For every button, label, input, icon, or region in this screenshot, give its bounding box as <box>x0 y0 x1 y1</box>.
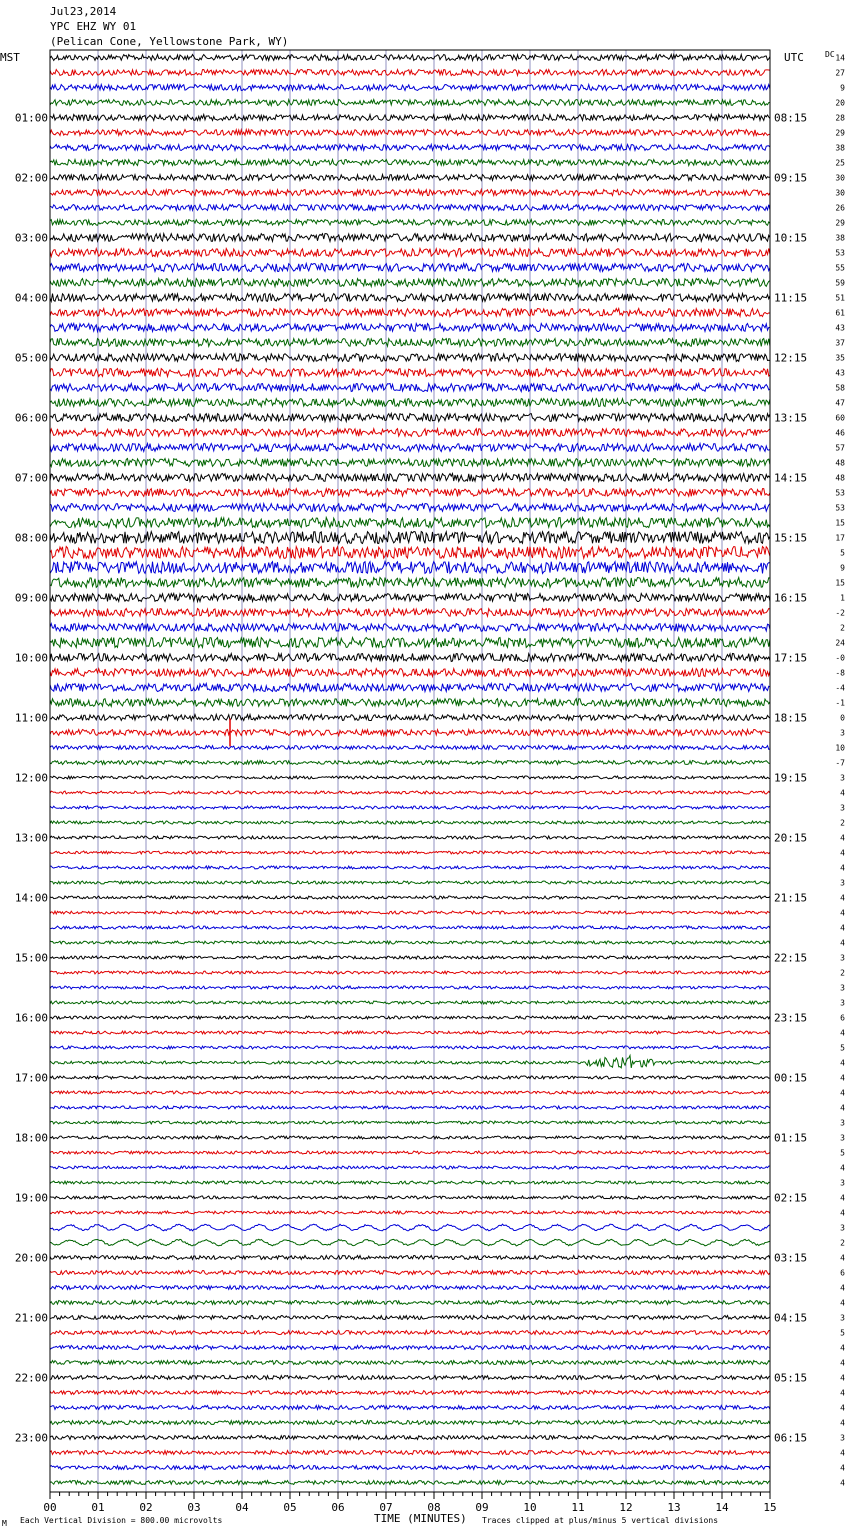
dc-offset-label: 9 <box>840 563 845 573</box>
dc-offset-label: 37 <box>835 338 845 348</box>
trace-row-74 <box>50 1166 770 1169</box>
trace-row-6 <box>50 145 770 151</box>
x-tick-label: 05 <box>283 1501 297 1514</box>
trace-row-56 <box>50 896 770 899</box>
dc-offset-label: 4 <box>840 1448 845 1458</box>
dc-offset-label: 3 <box>840 1223 845 1233</box>
trace-row-9 <box>50 190 770 196</box>
trace-row-61 <box>50 971 770 974</box>
trace-row-22 <box>50 384 770 392</box>
trace-row-5 <box>50 130 770 136</box>
x-tick-label: 14 <box>715 1501 729 1514</box>
trace-row-2 <box>50 85 770 91</box>
trace-row-53 <box>50 851 770 854</box>
dc-offset-label: 30 <box>835 188 845 198</box>
x-tick-label: 01 <box>91 1501 105 1514</box>
x-axis <box>43 1492 776 1514</box>
x-tick-label: 12 <box>619 1501 633 1514</box>
trace-row-62 <box>50 986 770 989</box>
dc-offset-label: 3 <box>840 1118 845 1128</box>
dc-offset-label: 4 <box>840 1298 845 1308</box>
dc-offset-label: 2 <box>840 623 845 633</box>
left-hour-label: 02:00 <box>14 171 48 185</box>
x-tick-label: 03 <box>187 1501 201 1514</box>
x-tick-label: 11 <box>571 1501 585 1514</box>
dc-offset-label: 29 <box>835 128 845 138</box>
dc-offset-label: 53 <box>835 488 845 498</box>
trace-row-68 <box>50 1076 770 1079</box>
trace-row-55 <box>50 881 770 884</box>
trace-row-13 <box>50 249 770 257</box>
trace-row-43 <box>50 699 770 707</box>
dc-offset-label: 3 <box>840 983 845 993</box>
dc-offset-label: 26 <box>835 203 845 213</box>
footer-clip-note: Traces clipped at plus/minus 5 vertical divisions <box>482 1516 719 1525</box>
trace-row-16 <box>50 294 770 302</box>
trace-row-40 <box>50 654 770 662</box>
right-hour-label: 13:15 <box>774 411 808 425</box>
trace-row-4 <box>50 115 770 121</box>
dc-offset-label: 3 <box>840 998 845 1008</box>
dc-offset-label: 17 <box>835 533 845 543</box>
dc-offset-label: 4 <box>840 1343 845 1353</box>
x-tick-label: 00 <box>43 1501 57 1514</box>
dc-offset-label: 47 <box>835 398 845 408</box>
dc-offset-label: 4 <box>840 908 845 918</box>
left-hour-label: 09:00 <box>14 591 48 605</box>
dc-offset-label: 27 <box>835 68 845 78</box>
dc-offset-label: 9 <box>840 83 845 93</box>
trace-row-11 <box>50 220 770 226</box>
right-hour-label: 02:15 <box>774 1191 808 1205</box>
right-hour-label: 18:15 <box>774 711 808 725</box>
dc-offset-label: 4 <box>840 893 845 903</box>
dc-offset-label: 10 <box>835 743 845 753</box>
dc-offset-label: 1 <box>840 593 845 603</box>
dc-offset-label: 24 <box>835 638 845 648</box>
trace-row-83 <box>50 1301 770 1305</box>
trace-row-72 <box>50 1136 770 1139</box>
dc-offset-label: 43 <box>835 368 845 378</box>
right-hour-label: 11:15 <box>774 291 808 305</box>
dc-offset-label: 48 <box>835 458 845 468</box>
dc-offset-label: 25 <box>835 158 845 168</box>
left-hour-label: 23:00 <box>14 1431 48 1445</box>
dc-offset-label: 3 <box>840 773 845 783</box>
right-hour-label: 12:15 <box>774 351 808 365</box>
trace-row-65 <box>50 1031 770 1034</box>
trace-row-63 <box>50 1001 770 1004</box>
left-timezone-label: MST <box>0 51 20 64</box>
dc-offset-label: 53 <box>835 248 845 258</box>
trace-row-71 <box>50 1121 770 1124</box>
trace-row-67 <box>50 1055 770 1068</box>
x-tick-label: 07 <box>379 1501 393 1514</box>
dc-offset-label: 5 <box>840 1148 845 1158</box>
trace-row-76 <box>50 1196 770 1199</box>
dc-offset-label: -4 <box>835 683 845 693</box>
dc-offset-label: -7 <box>835 758 845 768</box>
left-hour-label: 17:00 <box>14 1071 48 1085</box>
x-axis-title: TIME (MINUTES) <box>374 1512 467 1525</box>
dc-offset-label: 3 <box>840 953 845 963</box>
trace-row-66 <box>50 1046 770 1049</box>
dc-offset-label: 6 <box>840 1013 845 1023</box>
trace-row-58 <box>50 926 770 929</box>
trace-row-88 <box>50 1376 770 1380</box>
dc-offset-label: 3 <box>840 1433 845 1443</box>
trace-row-90 <box>50 1406 770 1410</box>
trace-row-32 <box>50 532 770 544</box>
trace-row-3 <box>50 100 770 106</box>
dc-offset-label: 3 <box>840 878 845 888</box>
dc-offset-label: 4 <box>840 1373 845 1383</box>
left-hour-label: 19:00 <box>14 1191 48 1205</box>
dc-offset-label: 2 <box>840 968 845 978</box>
trace-row-21 <box>50 369 770 377</box>
trace-row-92 <box>50 1436 770 1440</box>
trace-row-48 <box>50 776 770 779</box>
dc-offset-label: 6 <box>840 1268 845 1278</box>
trace-row-78 <box>50 1224 770 1231</box>
right-hour-label: 00:15 <box>774 1071 808 1085</box>
dc-offset-label: 4 <box>840 1418 845 1428</box>
right-hour-label: 14:15 <box>774 471 808 485</box>
dc-offset-label: 4 <box>840 1193 845 1203</box>
trace-row-28 <box>50 474 770 482</box>
right-hour-label: 01:15 <box>774 1131 808 1145</box>
dc-offset-label: 4 <box>840 938 845 948</box>
trace-row-91 <box>50 1421 770 1425</box>
dc-offset-label: 48 <box>835 473 845 483</box>
trace-row-93 <box>50 1451 770 1455</box>
dc-offset-label: 14 <box>835 53 845 63</box>
left-hour-label: 22:00 <box>14 1371 48 1385</box>
x-tick-label: 10 <box>523 1501 537 1514</box>
trace-row-31 <box>50 518 770 528</box>
x-tick-label: 13 <box>667 1501 681 1514</box>
dc-offset-label: 2 <box>840 1238 845 1248</box>
dc-offset-label: 3 <box>840 1133 845 1143</box>
dc-offset-label: 46 <box>835 428 845 438</box>
left-hour-label: 18:00 <box>14 1131 48 1145</box>
x-tick-label: 06 <box>331 1501 345 1514</box>
dc-offset-label: 15 <box>835 518 845 528</box>
footer-scale: Each Vertical Division = 800.00 microvolts <box>20 1516 223 1525</box>
trace-row-18 <box>50 324 770 332</box>
dc-offset-label: 4 <box>840 1073 845 1083</box>
trace-row-80 <box>50 1256 770 1260</box>
trace-row-44 <box>50 715 770 721</box>
footer-mark: M <box>2 1519 7 1528</box>
dc-offset-label: 5 <box>840 1328 845 1338</box>
dc-offset-label: 57 <box>835 443 845 453</box>
x-tick-label: 08 <box>427 1501 441 1514</box>
dc-header-label: DC <box>825 50 835 59</box>
dc-offset-label: 4 <box>840 833 845 843</box>
trace-row-49 <box>50 791 770 794</box>
dc-offset-label: 5 <box>840 548 845 558</box>
right-hour-label: 21:15 <box>774 891 808 905</box>
trace-row-85 <box>50 1331 770 1335</box>
trace-row-94 <box>50 1466 770 1470</box>
trace-row-86 <box>50 1346 770 1350</box>
dc-offset-label: 59 <box>835 278 845 288</box>
right-hour-label: 22:15 <box>774 951 808 965</box>
left-hour-labels <box>15 112 48 1445</box>
right-hour-label: 23:15 <box>774 1011 808 1025</box>
dc-offset-label: 38 <box>835 143 845 153</box>
dc-offset-label: 20 <box>835 98 845 108</box>
left-hour-label: 16:00 <box>14 1011 48 1025</box>
trace-row-77 <box>50 1211 770 1214</box>
trace-row-20 <box>50 354 770 362</box>
dc-offset-label: 4 <box>840 923 845 933</box>
trace-row-23 <box>50 399 770 407</box>
trace-row-60 <box>50 956 770 959</box>
dc-offset-label: 35 <box>835 353 845 363</box>
trace-row-12 <box>50 234 770 242</box>
trace-row-41 <box>50 669 770 677</box>
dc-offset-label: 4 <box>840 1163 845 1173</box>
left-hour-label: 01:00 <box>14 111 48 125</box>
dc-offset-label: 29 <box>835 218 845 228</box>
trace-row-75 <box>50 1181 770 1184</box>
left-hour-label: 07:00 <box>14 471 48 485</box>
x-tick-label: 15 <box>763 1501 777 1514</box>
dc-offset-label: 4 <box>840 1283 845 1293</box>
x-tick-label: 04 <box>235 1501 249 1514</box>
trace-row-34 <box>50 562 770 574</box>
dc-offset-label: 53 <box>835 503 845 513</box>
left-hour-label: 20:00 <box>14 1251 48 1265</box>
trace-row-47 <box>50 761 770 765</box>
trace-row-84 <box>50 1316 770 1320</box>
dc-offset-label: 15 <box>835 578 845 588</box>
seismic-traces <box>50 55 770 1485</box>
right-hour-label: 05:15 <box>774 1371 808 1385</box>
trace-row-52 <box>50 836 770 839</box>
header-location: (Pelican Cone, Yellowstone Park, WY) <box>50 35 289 48</box>
plot-frame <box>50 50 770 1492</box>
dc-offset-label: 4 <box>840 1058 845 1068</box>
trace-row-82 <box>50 1286 770 1290</box>
right-hour-label: 08:15 <box>774 111 808 125</box>
left-hour-label: 08:00 <box>14 531 48 545</box>
trace-row-95 <box>50 1481 770 1485</box>
dc-offset-label: 4 <box>840 1088 845 1098</box>
dc-offset-label: -0 <box>835 653 845 663</box>
right-hour-label: 03:15 <box>774 1251 808 1265</box>
dc-offset-label: 60 <box>835 413 845 423</box>
trace-row-36 <box>50 594 770 602</box>
dc-offset-label: 4 <box>840 788 845 798</box>
header-date: Jul23,2014 <box>50 5 117 18</box>
left-hour-label: 04:00 <box>14 291 48 305</box>
trace-row-30 <box>50 504 770 512</box>
trace-row-89 <box>50 1391 770 1395</box>
dc-offset-label: 55 <box>835 263 845 273</box>
dc-offset-labels <box>835 54 845 1488</box>
trace-row-87 <box>50 1361 770 1365</box>
left-hour-label: 11:00 <box>14 711 48 725</box>
right-hour-label: 04:15 <box>774 1311 808 1325</box>
trace-row-81 <box>50 1271 770 1275</box>
left-hour-label: 06:00 <box>14 411 48 425</box>
left-hour-label: 12:00 <box>14 771 48 785</box>
trace-row-46 <box>50 746 770 750</box>
trace-row-10 <box>50 205 770 211</box>
dc-offset-label: 4 <box>840 863 845 873</box>
trace-row-73 <box>50 1151 770 1154</box>
trace-row-24 <box>50 414 770 422</box>
dc-offset-label: 4 <box>840 1463 845 1473</box>
trace-row-51 <box>50 821 770 824</box>
dc-offset-label: 4 <box>840 1358 845 1368</box>
trace-row-69 <box>50 1091 770 1094</box>
right-hour-label: 10:15 <box>774 231 808 245</box>
right-hour-label: 06:15 <box>774 1431 808 1445</box>
dc-offset-label: 3 <box>840 1313 845 1323</box>
trace-row-1 <box>50 70 770 76</box>
left-hour-label: 05:00 <box>14 351 48 365</box>
trace-row-70 <box>50 1106 770 1109</box>
trace-row-17 <box>50 309 770 317</box>
dc-offset-label: -2 <box>835 608 845 618</box>
right-hour-label: 20:15 <box>774 831 808 845</box>
trace-row-38 <box>50 624 770 632</box>
trace-row-39 <box>50 638 770 648</box>
dc-offset-label: -8 <box>835 668 845 678</box>
right-hour-label: 16:15 <box>774 591 808 605</box>
trace-row-59 <box>50 941 770 944</box>
left-hour-label: 21:00 <box>14 1311 48 1325</box>
dc-offset-label: 3 <box>840 728 845 738</box>
dc-offset-label: 5 <box>840 1043 845 1053</box>
dc-offset-label: -1 <box>835 698 845 708</box>
x-tick-label: 09 <box>475 1501 489 1514</box>
trace-row-15 <box>50 279 770 287</box>
dc-offset-label: 4 <box>840 1028 845 1038</box>
dc-offset-label: 61 <box>835 308 845 318</box>
dc-offset-label: 4 <box>840 1403 845 1413</box>
trace-row-0 <box>50 55 770 61</box>
dc-offset-label: 30 <box>835 173 845 183</box>
right-hour-labels <box>774 112 807 1445</box>
trace-row-7 <box>50 160 770 166</box>
trace-row-50 <box>50 806 770 809</box>
trace-row-25 <box>50 429 770 437</box>
dc-offset-label: 3 <box>840 803 845 813</box>
right-hour-label: 17:15 <box>774 651 808 665</box>
trace-row-26 <box>50 444 770 452</box>
trace-row-8 <box>50 175 770 181</box>
dc-offset-label: 4 <box>840 848 845 858</box>
trace-row-79 <box>50 1239 770 1246</box>
right-timezone-label: UTC <box>784 51 804 64</box>
left-hour-label: 13:00 <box>14 831 48 845</box>
dc-offset-label: 0 <box>840 713 845 723</box>
trace-row-29 <box>50 489 770 497</box>
left-hour-label: 10:00 <box>14 651 48 665</box>
dc-offset-label: 4 <box>840 1388 845 1398</box>
x-tick-label: 02 <box>139 1501 153 1514</box>
left-hour-label: 03:00 <box>14 231 48 245</box>
trace-row-19 <box>50 339 770 347</box>
right-hour-label: 09:15 <box>774 171 808 185</box>
dc-offset-label: 43 <box>835 323 845 333</box>
trace-row-45 <box>50 730 770 736</box>
dc-offset-label: 51 <box>835 293 845 303</box>
trace-row-35 <box>50 578 770 588</box>
dc-offset-label: 3 <box>840 1178 845 1188</box>
right-hour-label: 19:15 <box>774 771 808 785</box>
header-station: YPC EHZ WY 01 <box>50 20 137 33</box>
dc-offset-label: 4 <box>840 1253 845 1263</box>
dc-offset-label: 38 <box>835 233 845 243</box>
trace-row-14 <box>50 264 770 272</box>
trace-row-64 <box>50 1016 770 1019</box>
dc-offset-label: 4 <box>840 1103 845 1113</box>
trace-row-57 <box>50 911 770 914</box>
trace-row-54 <box>50 866 770 869</box>
left-hour-label: 14:00 <box>14 891 48 905</box>
left-hour-label: 15:00 <box>14 951 48 965</box>
trace-row-37 <box>50 609 770 617</box>
dc-offset-label: 4 <box>840 1208 845 1218</box>
trace-row-33 <box>50 547 770 559</box>
right-hour-label: 15:15 <box>774 531 808 545</box>
dc-offset-label: 2 <box>840 818 845 828</box>
dc-offset-label: 28 <box>835 113 845 123</box>
trace-row-27 <box>50 459 770 467</box>
dc-offset-label: 58 <box>835 383 845 393</box>
dc-offset-label: 4 <box>840 1478 845 1488</box>
trace-row-42 <box>50 684 770 692</box>
